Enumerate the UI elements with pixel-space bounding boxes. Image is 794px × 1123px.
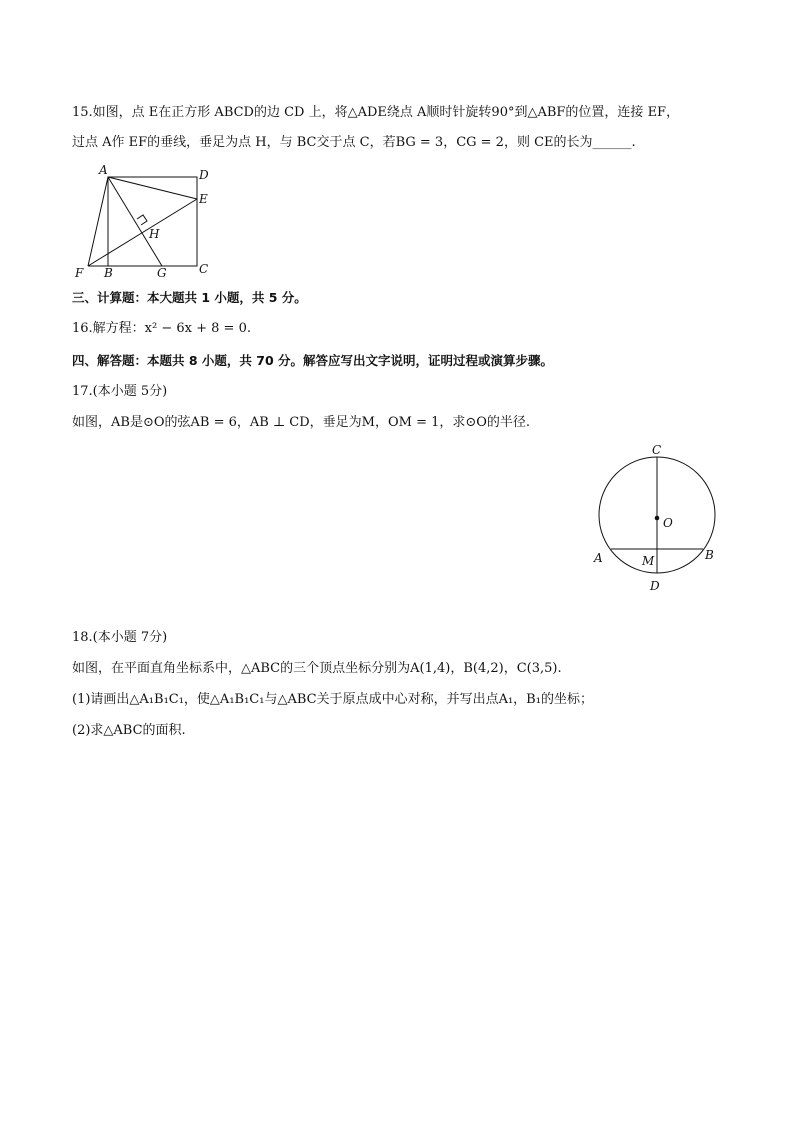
q15-label-b: B (104, 266, 113, 280)
q15-label-a: A (99, 163, 108, 177)
q17-label-c: C (652, 443, 662, 457)
q17-label-o: O (663, 516, 673, 530)
q18-text: 如图，在平面直角坐标系中，△ABC的三个顶点坐标分别为A(1,4)，B(4,2)，C(3,5). (72, 661, 562, 676)
section4-heading: 四、解答题：本题共 8 小题，共 70 分。解答应写出文字说明，证明过程或演算步骤。 (72, 353, 554, 368)
q15-text-line2: 过点 A作 EF的垂线，垂足为点 H，与 BC交于点 C，若BG = 3，CG = 2，则 CE的长为______. (72, 135, 636, 150)
q15-text-line1: 15.如图，点 E在正方形 ABCD的边 CD 上，将△ADE绕点 A顺时针旋转90°到△ABF的位置，连接 EF， (72, 105, 680, 120)
q15-label-f: F (75, 266, 84, 280)
q15-label-e: E (199, 192, 208, 206)
q16-text: 16.解方程：x² − 6x + 8 = 0. (72, 321, 251, 336)
q18-part2: (2)求△ABC的面积. (72, 723, 186, 738)
q15-label-g: G (157, 266, 167, 280)
q15-square-figure (70, 163, 230, 281)
q15-label-h: H (149, 227, 160, 241)
q17-header: 17.(本小题 5分) (72, 384, 168, 399)
q15-label-d: D (199, 168, 209, 182)
q15-label-c: C (199, 262, 209, 276)
q18-header: 18.(本小题 7分) (72, 630, 168, 645)
q17-label-m: M (642, 554, 655, 568)
section3-heading: 三、计算题：本大题共 1 小题，共 5 分。 (72, 290, 307, 305)
q18-part1: (1)请画出△A₁B₁C₁，使△A₁B₁C₁与△ABC关于原点成中心对称，并写出点A₁，B₁的坐标； (72, 692, 593, 707)
q17-text: 如图，AB是⊙O的弦AB = 6，AB ⊥ CD，垂足为M，OM = 1，求⊙O的半径. (72, 415, 531, 430)
q17-circle-figure (585, 438, 725, 596)
q17-label-a: A (594, 551, 603, 565)
q17-center-point (655, 516, 660, 521)
q17-label-d: D (650, 579, 660, 593)
q17-label-b: B (705, 548, 714, 562)
